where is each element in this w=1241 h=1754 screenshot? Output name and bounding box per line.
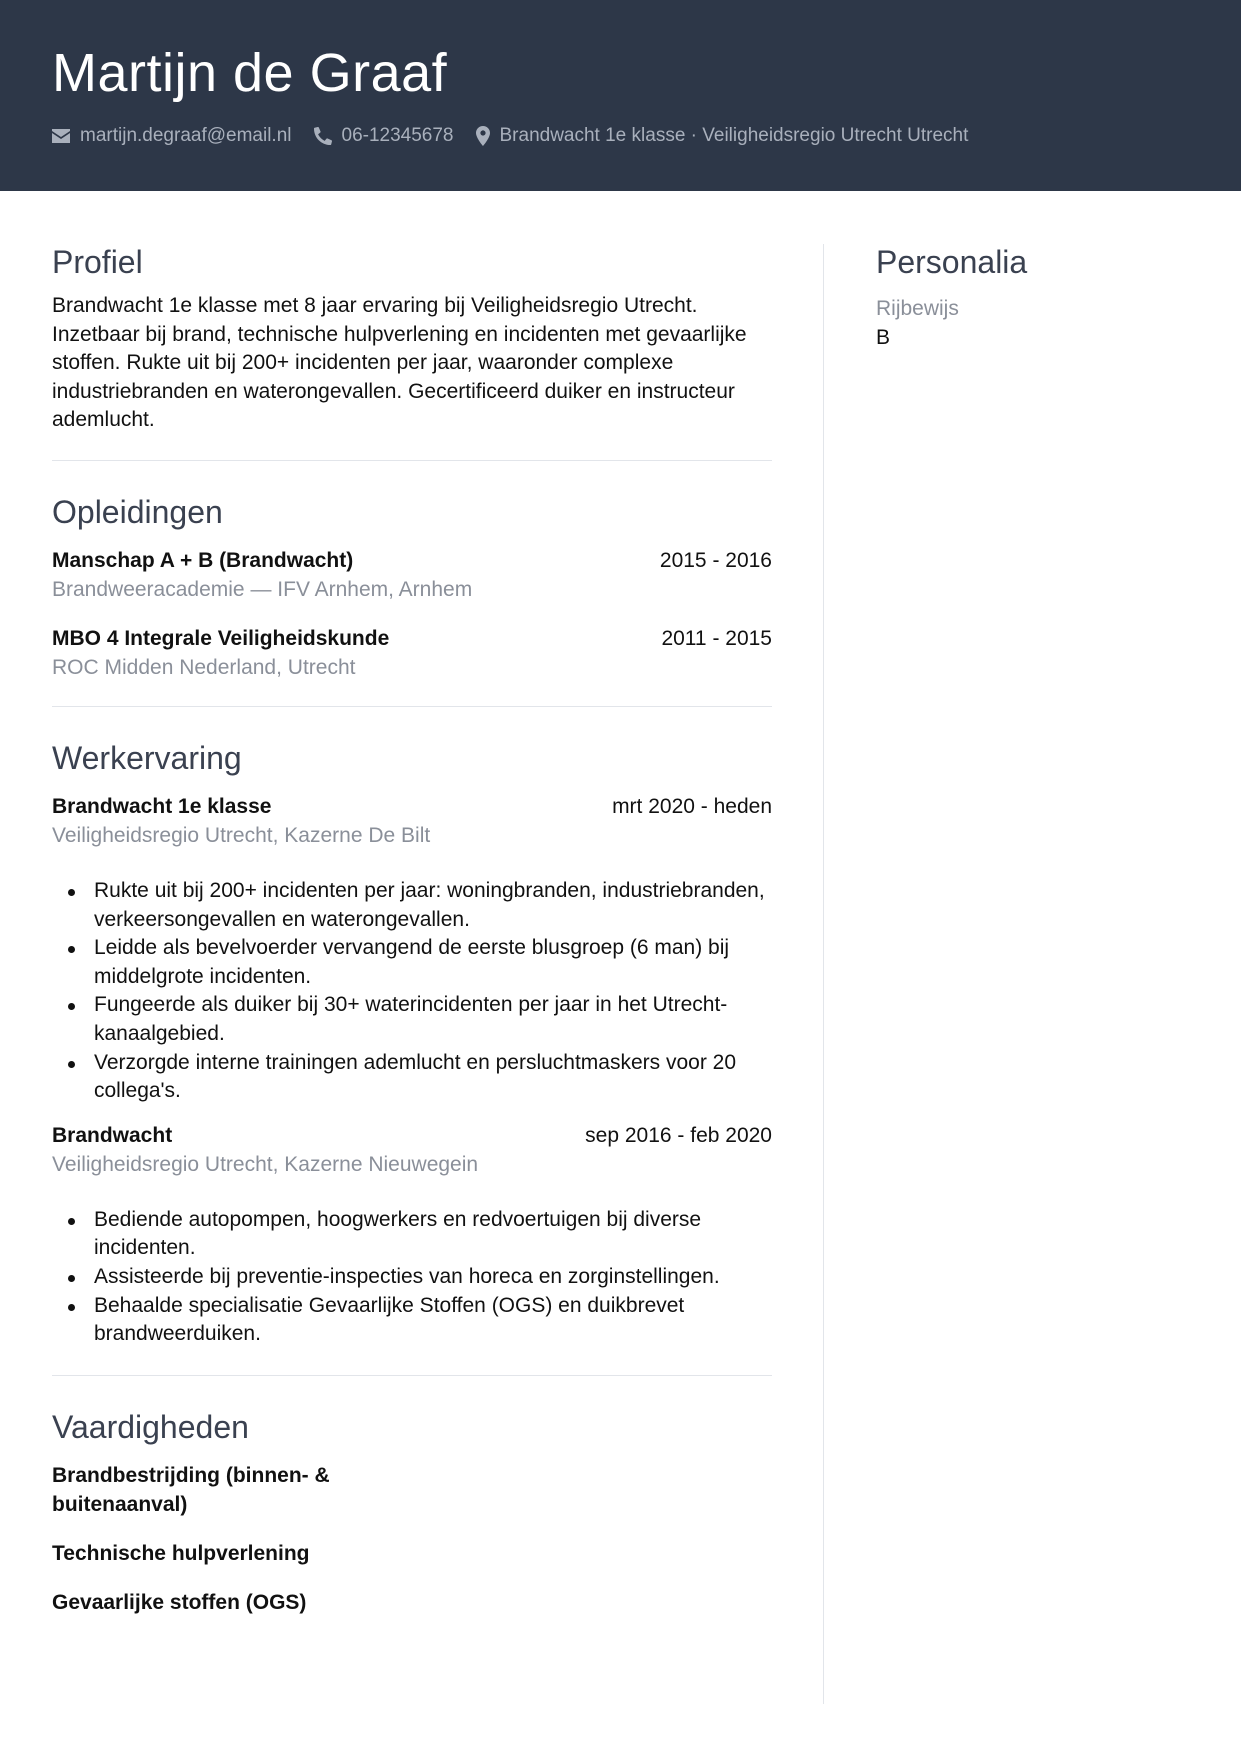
education-heading: Opleidingen	[52, 493, 223, 530]
header-banner	[0, 0, 1241, 191]
job-title: Brandwacht	[52, 1123, 173, 1147]
education-date: 2015 - 2016	[659, 548, 772, 572]
list-item: Assisteerde bij preventie-inspecties van horeca en zorginstellingen.	[52, 1263, 772, 1292]
license-value: B	[876, 326, 891, 349]
job-employer: Veiligheidsregio Utrecht, Kazerne Nieuwegein	[52, 1152, 479, 1176]
section-divider	[52, 460, 772, 461]
skill-item: Brandbestrijding (binnen- & buitenaanval)	[52, 1463, 330, 1516]
list-item: Bediende autopompen, hoogwerkers en redvoertuigen bij diverse incidenten.	[52, 1206, 772, 1263]
list-item: Leidde als bevelvoerder vervangend de eerste blusgroep (6 man) bij middelgrote incidenten.	[52, 934, 772, 991]
list-item: Rukte uit bij 200+ incidenten per jaar: woningbranden, industriebranden, verkeersongevallen en waterongevallen.	[52, 877, 772, 934]
skills-heading: Vaardigheden	[52, 1408, 249, 1445]
list-item: Verzorgde interne trainingen ademlucht en persluchtmaskers voor 20 collega's.	[52, 1049, 772, 1106]
profile-section	[52, 238, 772, 435]
profile-text: Brandwacht 1e klasse met 8 jaar ervaring bij Veiligheidsregio Utrecht. Inzetbaar bij brand, technische hulpverlening en incidenten met gevaarlijke stoffen. Rukte uit bij 200+ incidenten per jaar, waaronder complexe industriebranden en waterongevallen. Gecertificeerd duiker en instructeur ademlucht.	[52, 294, 747, 432]
main-column	[52, 238, 772, 1617]
job-bullets	[52, 1206, 772, 1349]
personal-heading: Personalia	[876, 244, 1028, 280]
experience-item	[52, 792, 772, 1106]
contact-email[interactable]	[52, 125, 292, 147]
education-school: Brandweeracademie — IFV Arnhem, Arnhem	[52, 577, 473, 601]
column-divider	[823, 244, 824, 1704]
contact-bar	[52, 124, 990, 148]
experience-item	[52, 1121, 772, 1349]
phone-icon	[314, 127, 332, 145]
skill-item: Technische hulpverlening	[52, 1541, 310, 1565]
section-divider	[52, 706, 772, 707]
skill-item: Gevaarlijke stoffen (OGS)	[52, 1590, 307, 1614]
contact-phone[interactable]	[314, 125, 454, 147]
experience-heading: Werkervaring	[52, 739, 242, 776]
job-employer: Veiligheidsregio Utrecht, Kazerne De Bilt	[52, 823, 431, 847]
profile-heading: Profiel	[52, 244, 143, 280]
envelope-icon	[52, 129, 70, 143]
location-text: Brandwacht 1e klasse · Veiligheidsregio Utrecht Utrecht	[499, 125, 969, 146]
education-title: Manschap A + B (Brandwacht)	[52, 548, 354, 572]
education-date: 2011 - 2015	[661, 626, 772, 650]
phone-text: 06-12345678	[341, 125, 454, 146]
education-section	[52, 488, 772, 682]
job-date: mrt 2020 - heden	[612, 794, 772, 818]
email-text: martijn.degraaf@email.nl	[80, 125, 292, 146]
experience-section	[52, 734, 772, 1349]
job-title: Brandwacht 1e klasse	[52, 794, 272, 818]
education-item	[52, 546, 772, 604]
list-item: Behaalde specialisatie Gevaarlijke Stoffen (OGS) en duikbrevet brandweerduiken.	[52, 1292, 772, 1349]
education-school: ROC Midden Nederland, Utrecht	[52, 655, 356, 679]
skills-section	[52, 1403, 772, 1617]
license-label: Rijbewijs	[876, 297, 959, 320]
map-pin-icon	[476, 126, 490, 146]
section-divider	[52, 1375, 772, 1376]
candidate-name: Martijn de Graaf	[52, 43, 448, 103]
list-item: Fungeerde als duiker bij 30+ waterincidenten per jaar in het Utrecht-kanaalgebied.	[52, 991, 772, 1048]
sidebar	[876, 238, 1196, 352]
education-item	[52, 624, 772, 682]
contact-location	[476, 125, 969, 147]
job-bullets	[52, 877, 772, 1106]
education-title: MBO 4 Integrale Veiligheidskunde	[52, 626, 390, 650]
job-date: sep 2016 - feb 2020	[585, 1123, 772, 1147]
